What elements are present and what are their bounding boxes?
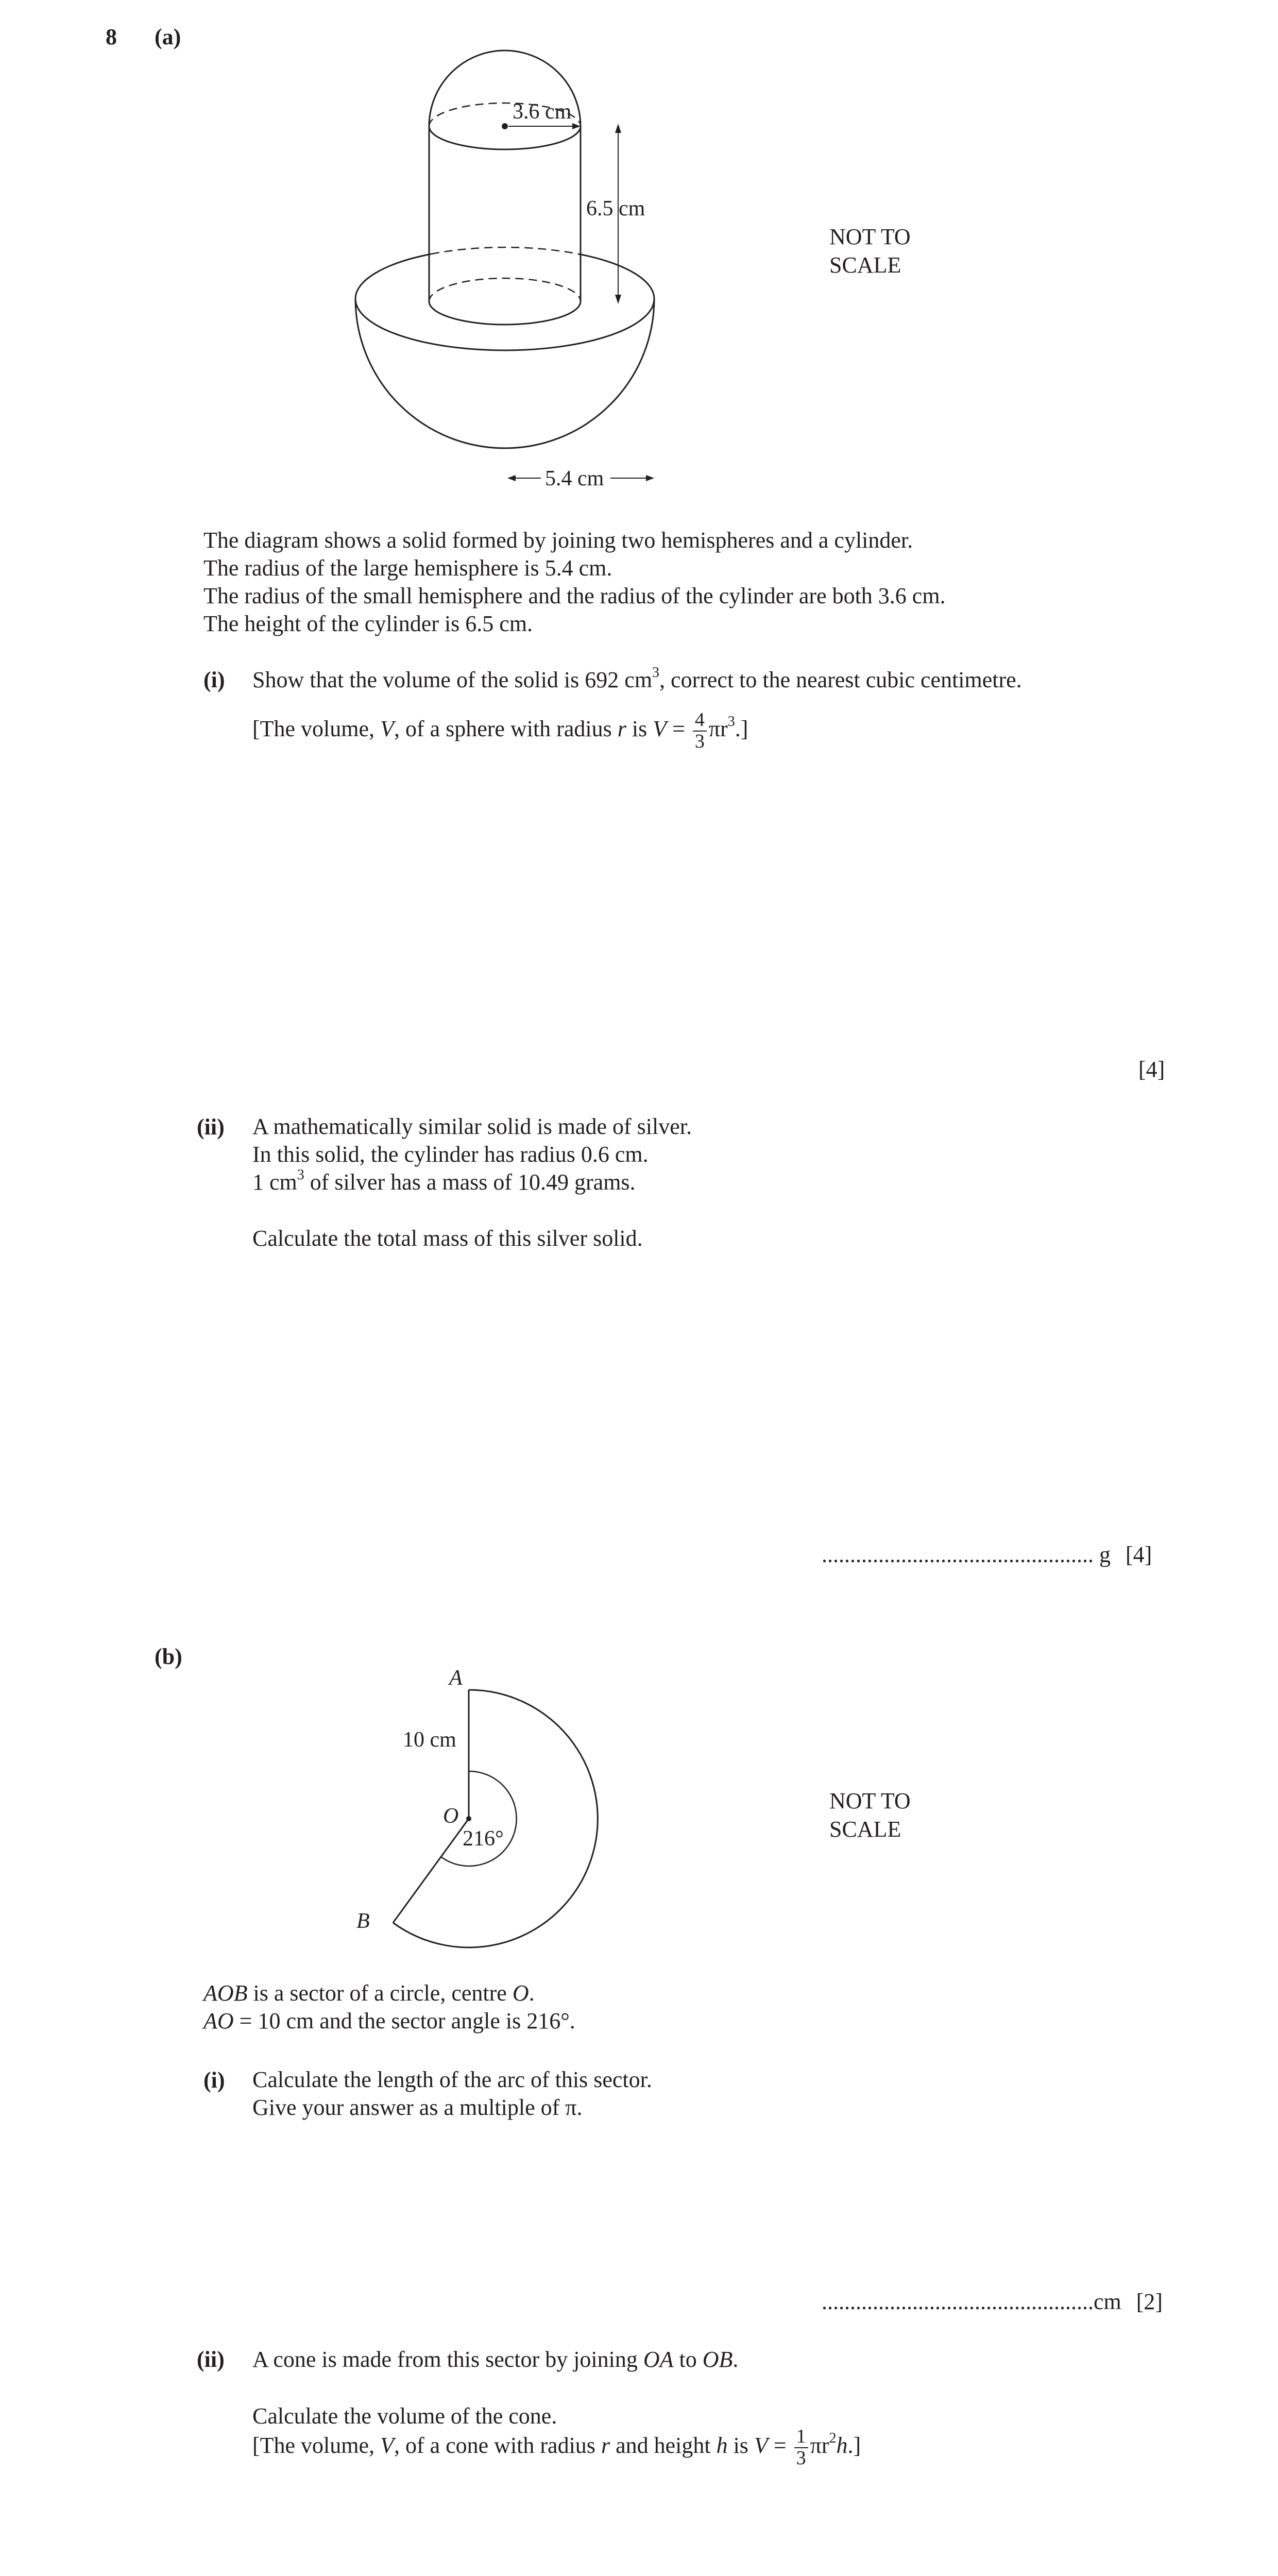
angle-label: 216°	[463, 1827, 504, 1851]
radius-ob	[393, 1819, 469, 1923]
part-a-i-label: (i)	[203, 667, 225, 692]
sphere-formula: [The volume, V, of a sphere with radius r is V = $\frac{4}{3}$ $\pi r^3$.]	[252, 709, 748, 752]
large-radius-arrowhead-left	[507, 475, 516, 481]
large-hemisphere-rim-back-left	[355, 254, 431, 299]
part-b-ii-question: A cone is made from this sector by joining OA to OB.	[252, 2347, 739, 2372]
part-b-description: AOB is a sector of a circle, centre O. AO = 10 cm and the sector angle is 216°.	[203, 1980, 575, 2033]
point-b-label: B	[356, 1909, 370, 1933]
question-number: 8	[106, 24, 117, 49]
part-b-i-question: Calculate the length of the arc of this sector. Give your answer as a multiple of π.	[252, 2067, 652, 2120]
part-b-label: (b)	[155, 1644, 182, 1669]
height-label: 6.5 cm	[586, 197, 645, 221]
small-hemisphere-base-front	[429, 126, 581, 149]
small-radius-arrowhead	[572, 123, 581, 129]
part-a-ii-answer-line[interactable]: ................................................ g [4]	[822, 1542, 1152, 1567]
height-arrow-top	[615, 124, 621, 133]
large-hemisphere-rim-back-right	[578, 254, 654, 299]
sector-diagram	[340, 1659, 618, 1958]
part-a-i-marks: [4]	[1138, 1057, 1165, 1082]
cone-fraction: $\frac{1}{3}$	[794, 2427, 808, 2469]
centre-o-dot	[466, 1816, 471, 1821]
part-b-i-label: (i)	[203, 2067, 225, 2093]
part-a-description: The diagram shows a solid formed by joining two hemispheres and a cylinder. The radius of the large hemisphere is 5.4 cm. The radius of the small hemisphere and the radius of the cylinder are both 3.6 cm. The height of the cylinder is 6.5 cm.	[203, 528, 946, 636]
cylinder-bottom-hidden	[429, 278, 581, 301]
large-radius-label: 5.4 cm	[545, 467, 604, 490]
solid-diagram	[340, 46, 680, 510]
large-hemisphere-rim-hidden	[431, 247, 578, 254]
part-b-ii-label: (ii)	[197, 2347, 225, 2372]
not-to-scale-a: NOT TO SCALE	[829, 224, 911, 278]
part-b-i-answer-line[interactable]: ................................................cm [2]	[822, 2289, 1163, 2314]
cylinder-bottom-front	[429, 301, 581, 325]
sphere-fraction: $\frac{4}{3}$	[693, 710, 707, 752]
point-o-label: O	[443, 1804, 459, 1828]
height-arrow-bottom	[615, 295, 621, 304]
large-hemisphere-bowl	[355, 299, 654, 448]
small-radius-label: 3.6 cm	[513, 100, 572, 124]
part-a-ii-question: A mathematically similar solid is made of silver. In this solid, the cylinder has radius 0.6 cm. 1 $cm^3$ of silver has a mass of 10.49 grams.	[252, 1114, 692, 1195]
not-to-scale-b: NOT TO SCALE	[829, 1788, 911, 1842]
part-b-ii-instruction: Calculate the volume of the cone.	[252, 2403, 557, 2429]
part-a-i-question: Show that the volume of the solid is 692 $cm^3$, correct to the nearest cubic centimetre.	[252, 665, 1022, 692]
cone-formula: [The volume, V, of a cone with radius r and height h is V = $\frac{1}{3}$ $\pi r^2h$.]	[252, 2426, 861, 2469]
large-radius-arrowhead-right	[646, 475, 654, 481]
small-centre-dot	[502, 123, 508, 129]
part-a-ii-instruction: Calculate the total mass of this silver solid.	[252, 1226, 643, 1251]
part-a-ii-label: (ii)	[197, 1114, 225, 1140]
part-a-label: (a)	[155, 24, 181, 49]
radius-label: 10 cm	[403, 1728, 456, 1752]
point-a-label: A	[449, 1666, 463, 1690]
